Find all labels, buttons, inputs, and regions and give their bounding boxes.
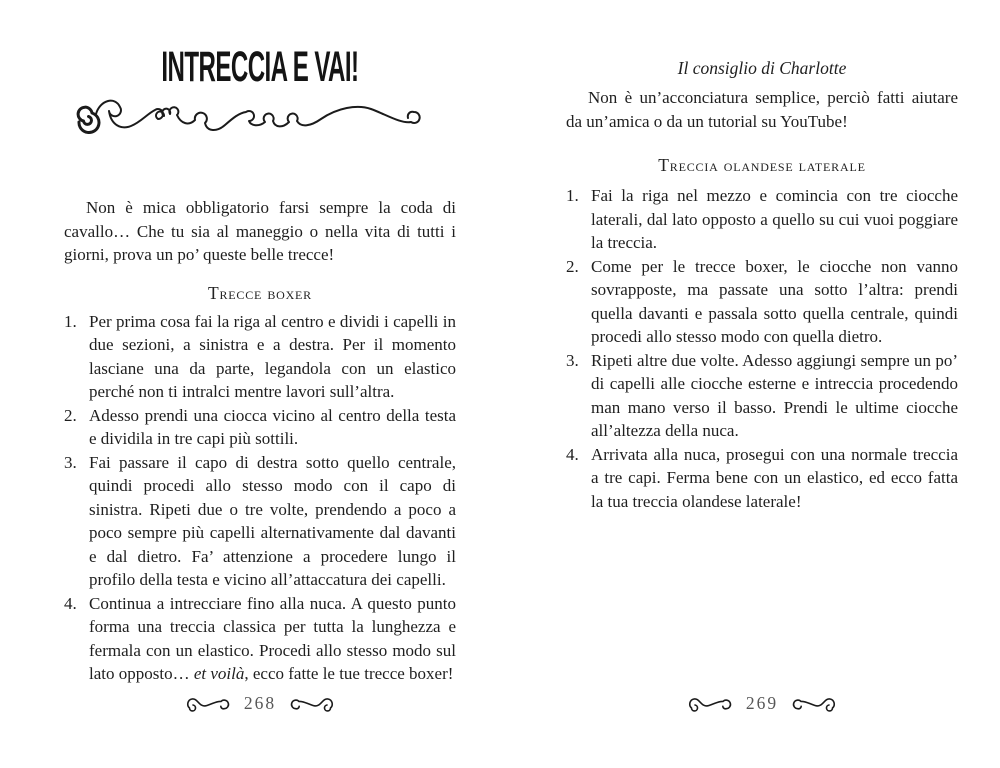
- page-left: [64, 44, 456, 686]
- step-number: 3.: [566, 350, 579, 370]
- step-number: 3.: [64, 452, 77, 472]
- steps-list-left: [64, 310, 456, 686]
- tip-paragraph: Non è un’acconciatura semplice, perciò fatti aiutare da un’amica o da un tutorial su YouTube!: [566, 88, 958, 131]
- step-number: 2.: [64, 405, 77, 425]
- step-text: Come per le trecce boxer, le ciocche non vanno sovrapposte, ma passate una sotto l’altra: prendi quella davanti e passala sotto quella centrale, quindi procedi allo stesso modo con quella dietro.: [591, 256, 958, 346]
- chapter-title-text: INTRECCIA E VAI!: [161, 43, 359, 91]
- step-number: 4.: [64, 593, 77, 613]
- page-number: 268: [243, 692, 277, 713]
- step-text: Fai la riga nel mezzo e comincia con tre ciocche laterali, dal lato opposto a quello su cui vuoi poggiare la treccia.: [591, 186, 958, 252]
- footer-flourish-right-icon: [284, 692, 336, 714]
- step-text-segment: , ecco fatte le tue trecce boxer!: [244, 664, 454, 683]
- page-right: [566, 56, 958, 513]
- step-number: 1.: [64, 311, 77, 331]
- footer-flourish-left-icon: [686, 692, 738, 714]
- step-item: [64, 310, 456, 404]
- step-text: Adesso prendi una ciocca vicino al centro della testa e dividila in tre capi più sottili.: [89, 405, 456, 448]
- step-text: [89, 592, 456, 686]
- section-heading-trecce-boxer: Trecce boxer: [207, 282, 312, 303]
- step-item: [64, 592, 456, 686]
- steps-list-right: [566, 184, 958, 513]
- step-number: 2.: [566, 256, 579, 276]
- page-number: 269: [745, 692, 779, 713]
- chapter-title: [64, 44, 456, 94]
- step-item: [566, 255, 958, 349]
- tip-heading: Il consiglio di Charlotte: [677, 58, 847, 78]
- step-number: 4.: [566, 444, 579, 464]
- step-item: [566, 443, 958, 514]
- intro-paragraph: Non è mica obbligatorio farsi sempre la coda di cavallo… Che tu sia al maneggio o nella vita di tutti i giorni, prova un po’ queste belle trecce!: [64, 198, 456, 264]
- step-number: 1.: [566, 186, 579, 205]
- step-item: [566, 184, 958, 255]
- step-text: Ripeti altre due volte. Adesso aggiungi sempre un po’ di capelli alle ciocche esterne e intreccia procedendo man mano verso il basso. Prendi le ultime ciocche all’altezza della nuca.: [591, 350, 958, 440]
- step-item: [64, 451, 456, 592]
- footer-flourish-right-icon: [786, 692, 838, 714]
- step-text: Arrivata alla nuca, prosegui con una normale treccia a tre capi. Ferma bene con un elastico, ed ecco fatta la tua treccia olandese laterale!: [591, 444, 958, 511]
- step-item: [64, 404, 456, 451]
- step-text-segment: Continua a intrecciare fino alla nuca. A questo punto forma una treccia classica per tutta la lunghezza e fermala con un elastico. Procedi allo stesso modo sul lato opposto…: [89, 593, 456, 683]
- footer-flourish-left-icon: [184, 692, 236, 714]
- step-text: Fai passare il capo di destra sotto quello centrale, quindi procedi allo stesso modo con il capo di sinistra. Ripeti due o tre volte, prendendo a poco a poco sempre più capelli alternativamente dal davanti e dal dietro. Fa’ attenzione a procedere lungo il profilo della testa e vicino all’attaccatura dei capelli.: [89, 452, 456, 589]
- title-swirl-icon: [64, 94, 438, 146]
- step-text-italic: et voilà: [193, 664, 245, 683]
- step-text: Per prima cosa fai la riga al centro e dividi i capelli in due sezioni, a sinistra e a destra. Per il momento lasciane una da parte, legandola con un elastico perché non ti intralci mentre lavori sull’altra.: [89, 311, 456, 401]
- page-footer-right: [566, 692, 958, 714]
- step-item: [566, 349, 958, 443]
- section-heading-treccia-olandese: Treccia olandese laterale: [658, 155, 866, 175]
- page-footer-left: [64, 692, 456, 714]
